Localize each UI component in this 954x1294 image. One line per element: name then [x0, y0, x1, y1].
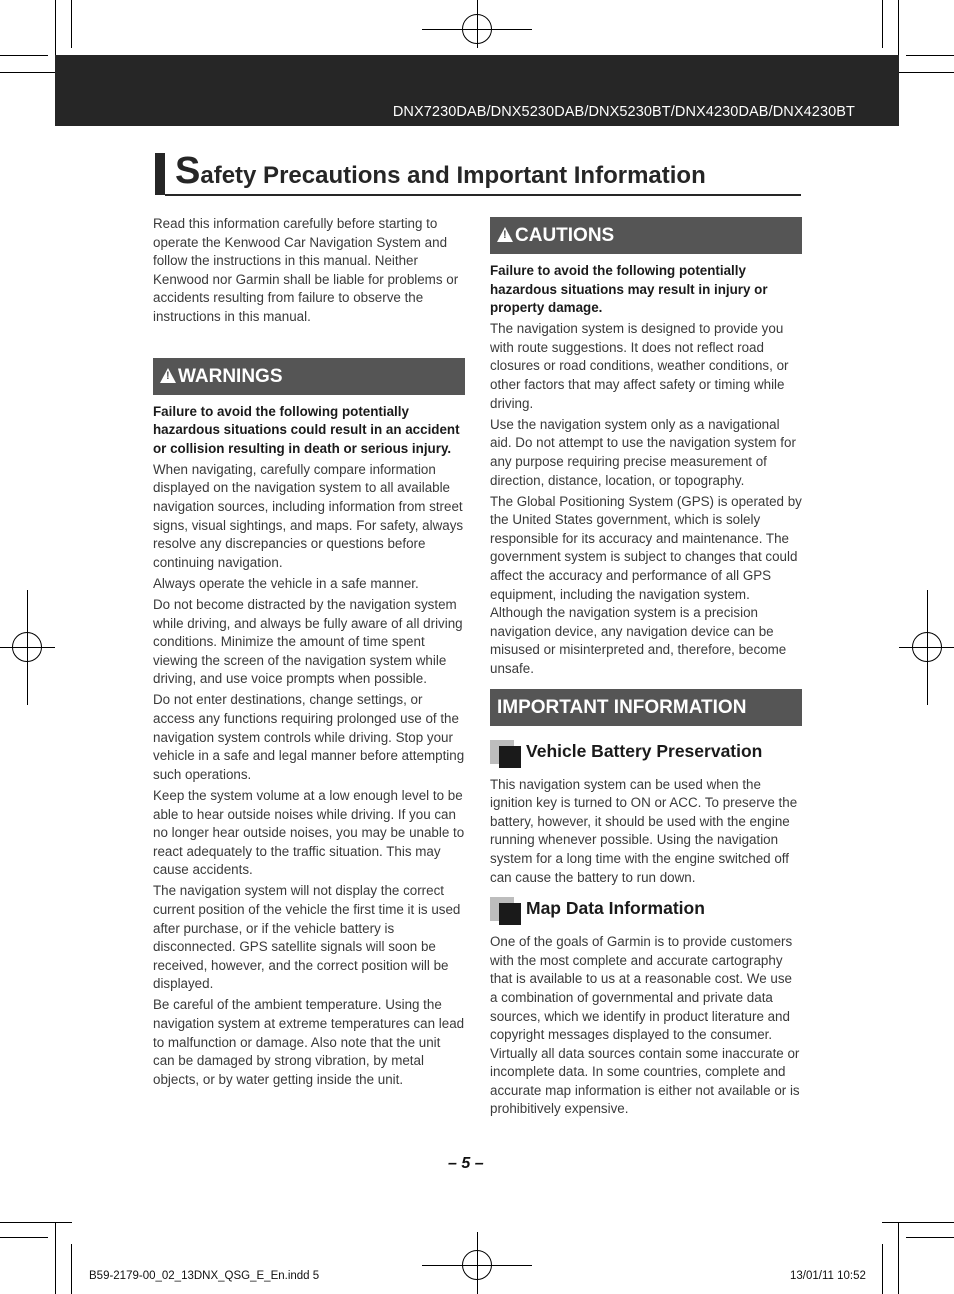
- warnings-paragraph: When navigating, carefully compare information displayed on the navigation system to all available navigation sources, including information from street signs, visual sightings, and maps. For safety, always resolve any discrepancies or questions before continuing navigation.: [153, 461, 464, 570]
- important-heading: IMPORTANT INFORMATION: [497, 696, 747, 718]
- title-underline: [165, 194, 801, 196]
- battery-subheading: [490, 740, 802, 770]
- title-initial: S: [175, 150, 201, 192]
- warnings-paragraph: Keep the system volume at a low enough level to be able to hear outside noises while driving. If you can no longer hear outside noises, you may be unable to react adequately to the traffic situation. This may cause accidents.: [153, 787, 465, 878]
- cautions-lead: Failure to avoid the following potentially hazardous situations may result in injury or property damage.: [490, 263, 768, 316]
- cautions-paragraph: The Global Positioning System (GPS) is operated by the United States government, which is solely responsible for its accuracy and maintenance. The government system is subject to changes that could affect the accuracy and performance of all GPS equipment, including the navigation system. Although the navigation system is a precision navigation device, any navigation device can be misused or misinterpreted and, therefore, become unsafe.: [490, 493, 802, 676]
- caution-icon: [497, 227, 513, 242]
- warnings-paragraph: Be careful of the ambient temperature. Using the navigation system at extreme temperatures can lead to malfunction or damage. Also note that the unit can be damaged by strong vibration, by metal objects, or by water getting inside the unit.: [153, 997, 465, 1087]
- subheading-marker-icon: [499, 746, 521, 768]
- model-numbers: DNX7230DAB/DNX5230DAB/DNX5230BT/DNX4230DAB/DNX4230BT: [392, 104, 855, 120]
- warnings-banner: [153, 358, 465, 395]
- warnings-paragraph: Do not become distracted by the navigation system while driving, and always be fully aware of all driving conditions. Minimize the amount of time spent viewing the screen of the navigation system while driving, and use voice prompts when possible.: [153, 597, 463, 687]
- warnings-paragraph: The navigation system will not display the correct current position of the vehicle the first time it is used after purchase, or if the vehicle battery is disconnected. GPS satellite signals will soon be received, however, and the correct position will be displayed.: [153, 883, 461, 992]
- battery-text: This navigation system can be used when the ignition key is turned to ON or ACC. To preserve the battery, however, it should be used with the engine running whenever possible. Using the navigation system for a long time with the engine switched off can cause the battery to run down.: [490, 776, 798, 885]
- page-title: [175, 152, 706, 190]
- map-heading: Map Data Information: [526, 898, 705, 919]
- page-number: – 5 –: [448, 1155, 484, 1172]
- intro-paragraph: Read this information carefully before starting to operate the Kenwood Car Navigation System and follow the instructions in this manual. Neither Kenwood nor Garmin shall be liable for problems or accidents resulting from failure to observe the instructions in this manual.: [153, 216, 459, 324]
- warnings-lead: Failure to avoid the following potentially hazardous situations could result in an accident or collision resulting in death or serious injury.: [153, 403, 460, 456]
- cautions-paragraph: The navigation system is designed to provide you with route suggestions. It does not reflect road closures or road conditions, weather conditions, or other factors that may affect safety or timing while driving.: [490, 321, 789, 411]
- cautions-paragraph: Use the navigation system only as a navigational aid. Do not attempt to use the navigation system for any purpose requiring precise measurement of direction, distance, location, or topography.: [490, 416, 796, 488]
- important-banner: [490, 689, 802, 726]
- warning-icon: [160, 368, 176, 383]
- cautions-banner: [490, 217, 802, 254]
- battery-heading: Vehicle Battery Preservation: [526, 740, 763, 761]
- map-text: One of the goals of Garmin is to provide customers with the most complete and accurate cartography that is available to us at a reasonable cost. We use a combination of governmental and private data sources, which we identify in product literature and copyright messages displayed to the consumer. Virtually all data sources contain some inaccurate or incomplete data. In some countries, complete and accurate map information is either not available or is prohibitively expensive.: [490, 934, 800, 1117]
- map-subheading: [490, 897, 802, 927]
- warnings-heading: WARNINGS: [178, 365, 283, 387]
- footer-filename: B59-2179-00_02_13DNX_QSG_E_En.indd 5: [89, 1270, 320, 1282]
- footer-timestamp: 13/01/11 10:52: [790, 1270, 866, 1282]
- warnings-paragraph: Do not enter destinations, change settings, or access any functions requiring prolonged use of the navigation system controls while driving. Stop your vehicle in a safe and legal manner before attempting such operations.: [153, 692, 465, 782]
- right-column: [490, 217, 802, 1122]
- title-accent-bar: [155, 153, 165, 195]
- title-rest: afety Precautions and Important Information: [200, 162, 706, 189]
- subheading-marker-icon: [499, 903, 521, 925]
- left-column: [153, 215, 465, 1092]
- warnings-paragraph: Always operate the vehicle in a safe manner.: [153, 575, 419, 591]
- cautions-heading: CAUTIONS: [515, 225, 615, 246]
